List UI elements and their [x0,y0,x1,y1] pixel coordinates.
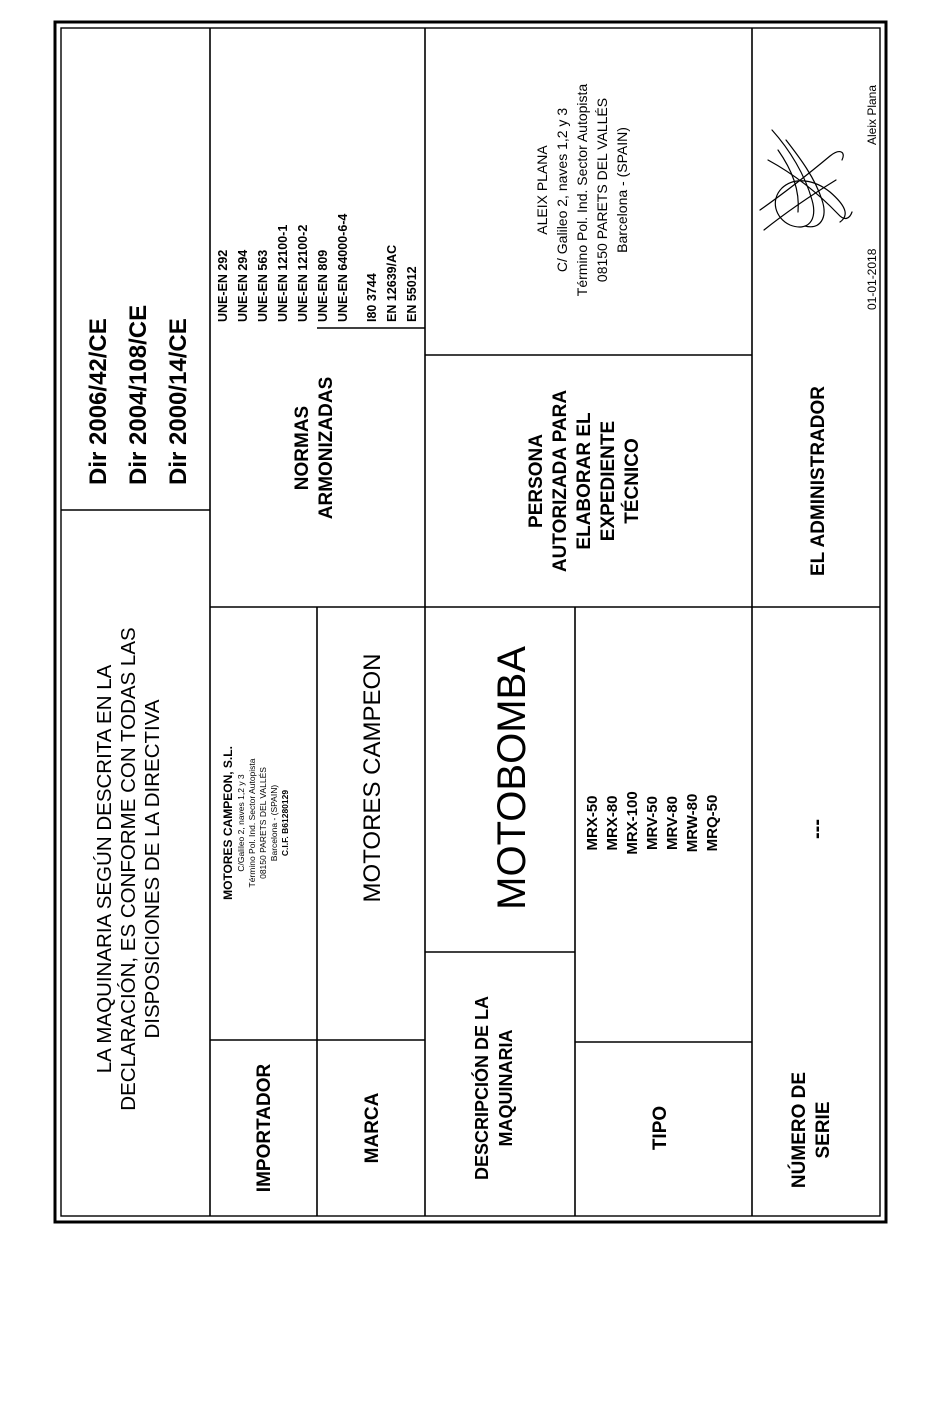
directive: Dir 2006/42/CE [85,318,112,485]
norma-item: UNE-EN 294 [236,249,250,322]
marca-label: MARCA [362,1092,383,1164]
directive-list [85,305,192,485]
persona-detail-line: Término Pol. Ind. Sector Autopista [574,83,590,297]
numero-serie-label-line: SERIE [813,1101,834,1159]
header-title-line: DECLARACIÓN, ES CONFORME CON TODAS LAS [117,627,140,1111]
persona-label-line: EXPEDIENTE [598,420,619,542]
model-item: MRX-100 [624,791,641,855]
descripcion-label [471,996,516,1180]
address-line: 08150 PARETS DEL VALLÉS [258,767,268,879]
cif: C.I.F. B61280129 [280,789,290,857]
norma-item: EN 12639/AC [385,244,399,322]
norma-item: UNE-EN 64000-6-4 [336,213,350,322]
descripcion-label-line: DESCRIPCIÓN DE LA [472,995,492,1181]
persona-detail-line: Barcelona - (SPAIN) [614,127,630,253]
header-title-line: LA MAQUINARIA SEGÚN DESCRITA EN LA [93,664,116,1074]
persona-label-line: PERSONA [526,434,547,528]
directive: Dir 2004/108/CE [125,304,152,485]
header-title-line: DISPOSICIONES DE LA DIRECTIVA [141,699,164,1039]
norma-item: UNE-EN 12100-2 [296,224,310,322]
normas-list [216,214,419,322]
numero-serie-label-line: NÚMERO DE [789,1071,810,1189]
model-item: MRW-80 [684,793,701,853]
numero-serie-value: --- [806,819,828,839]
address-line: Barcelona - (SPAIN) [269,784,279,862]
persona-details [534,84,630,297]
model-item: MRQ-50 [704,794,721,852]
norma-item: UNE-EN 563 [256,249,270,322]
normas-label-line: ARMONIZADAS [316,376,337,520]
persona-detail-line: ALEIX PLANA [534,145,550,235]
tipo-label: TIPO [650,1105,671,1151]
header-title [93,627,164,1110]
model-item: MRV-50 [644,796,661,850]
norma-item: EN 55012 [405,266,419,322]
persona-label-line: AUTORIZADA PARA [550,389,571,573]
model-item: MRX-50 [584,795,601,851]
directive: Dir 2000/14/CE [165,318,192,485]
numero-serie-label [788,1072,834,1188]
signature [760,130,852,230]
descripcion-value: MOTOBOMBA [490,646,534,910]
persona-detail-line: 08150 PARETS DEL VALLÉS [594,97,610,283]
model-item: MRV-80 [664,796,681,850]
persona-detail-line: C/ Galileo 2, naves 1,2 y 3 [554,107,570,273]
persona-label-line: ELABORAR EL [574,412,595,550]
address-line: C/Galileo 2, naves 1,2 y 3 [236,774,246,872]
marca-value: MOTORES CAMPEON [359,653,386,903]
inner-border [61,28,880,1216]
persona-label-line: TÉCNICO [622,438,643,524]
norma-item: UNE-EN 809 [316,249,330,322]
outer-border [55,22,886,1222]
address-line: Término Pol. Ind. Sector Autopista [247,758,257,888]
descripcion-label-line: MAQUINARIA [496,1029,516,1147]
importador-details [221,746,290,900]
norma-item: UNE-EN 292 [216,249,230,322]
tipo-models [584,791,721,854]
importador-label: IMPORTADOR [254,1063,275,1193]
norma-item: UNE-EN 12100-1 [276,224,290,322]
persona-label [526,390,643,573]
administrador-label: EL ADMINISTRADOR [808,386,829,576]
signature-date: 01-01-2018 [865,248,879,310]
company-name: MOTORES CAMPEON, S.L. [221,746,235,900]
model-item: MRX-80 [604,795,621,851]
normas-label-line: NORMAS [292,405,313,491]
normas-label [292,377,337,520]
signatory-name: Aleix Plana [865,84,879,145]
norma-item: I80 3744 [365,273,379,322]
